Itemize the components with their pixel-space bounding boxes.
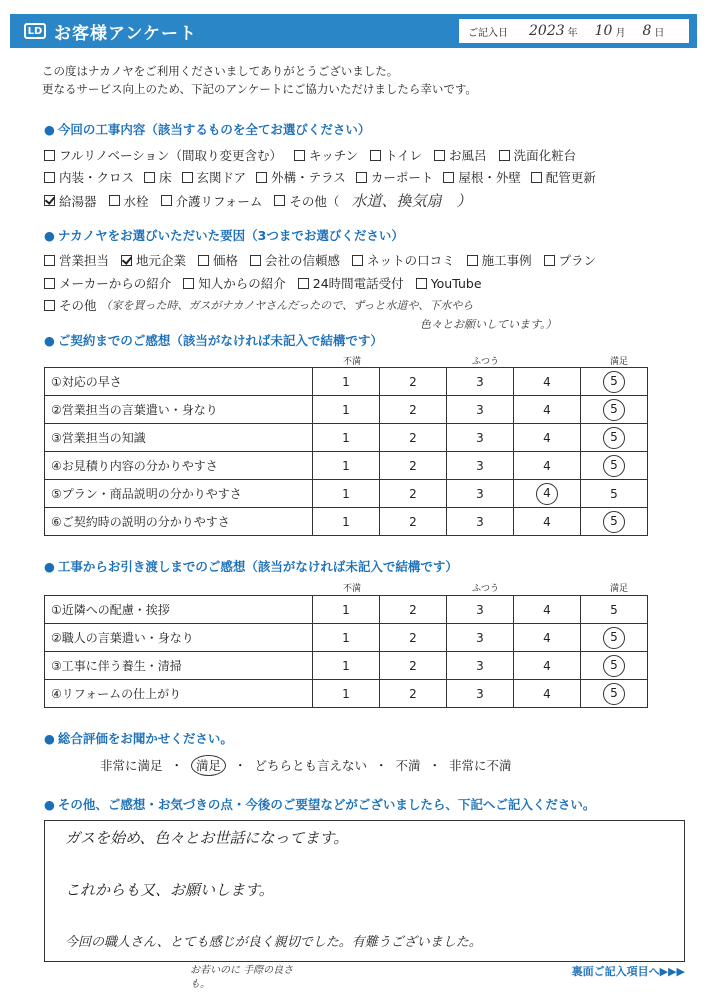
q1-option[interactable] xyxy=(109,190,149,211)
q4-rating-table xyxy=(44,595,648,708)
checkbox[interactable] xyxy=(434,150,445,161)
rating-question: ⑥ご契約時の説明の分かりやすさ xyxy=(45,508,313,536)
rating-number: 4 xyxy=(543,402,551,417)
rating-row xyxy=(45,424,648,452)
checkbox[interactable] xyxy=(183,278,194,289)
option-label: その他 xyxy=(59,298,97,313)
date-day: 8 xyxy=(642,23,652,39)
rating-number: 1 xyxy=(342,514,350,529)
q2-option[interactable] xyxy=(352,251,455,269)
rating-option[interactable] xyxy=(447,652,514,680)
rating-option[interactable] xyxy=(313,396,380,424)
company-logo: LD xyxy=(24,23,46,39)
q1-option[interactable] xyxy=(274,190,339,211)
rating-number: 3 xyxy=(476,402,484,417)
option-label: カーポート xyxy=(370,170,434,185)
rating-option[interactable] xyxy=(447,508,514,536)
option-label: 地元企業 xyxy=(136,253,187,268)
rating-option[interactable] xyxy=(514,652,581,680)
option-label: 施工事例 xyxy=(481,253,532,268)
option-label: 外構・テラス xyxy=(271,170,346,185)
rating-option-selected[interactable] xyxy=(581,652,648,680)
rating-option[interactable] xyxy=(581,480,648,508)
q4-scale-high: 満足 xyxy=(610,584,629,594)
q5-options xyxy=(100,756,512,774)
q1-option[interactable] xyxy=(44,168,134,186)
comment-line-1: ガスを始め、色々とお世話になってます。 xyxy=(65,829,349,847)
rating-number: 5 xyxy=(603,399,625,421)
q1-option[interactable] xyxy=(434,146,487,164)
rating-option[interactable] xyxy=(380,680,447,708)
option-label: トイレ xyxy=(385,148,423,163)
rating-option[interactable] xyxy=(380,624,447,652)
header-bar xyxy=(10,14,697,48)
checkbox[interactable] xyxy=(274,195,285,206)
rating-number: 3 xyxy=(476,602,484,617)
rating-number: 1 xyxy=(342,486,350,501)
rating-option[interactable] xyxy=(447,396,514,424)
rating-number: 4 xyxy=(543,658,551,673)
back-side-link[interactable]: 裏面ご記入項目へ▶▶▶ xyxy=(571,965,685,978)
rating-option[interactable] xyxy=(514,596,581,624)
rating-number: 3 xyxy=(476,658,484,673)
q5-option[interactable]: 不満 xyxy=(395,758,421,773)
comment-line-2: これからも又、お願いします。 xyxy=(65,881,274,899)
rating-option[interactable] xyxy=(313,652,380,680)
option-label: その他（ xyxy=(289,193,340,209)
checkbox[interactable] xyxy=(256,172,267,183)
option-label: 内装・クロス xyxy=(59,170,135,185)
rating-option[interactable] xyxy=(313,624,380,652)
q2-option[interactable] xyxy=(298,274,404,292)
rating-option[interactable] xyxy=(514,508,581,536)
option-label: 屋根・外壁 xyxy=(458,170,521,185)
q3-scale-low: 不満 xyxy=(343,357,362,367)
rating-number: 5 xyxy=(603,427,625,449)
rating-number: 4 xyxy=(543,602,551,617)
rating-number: 1 xyxy=(342,458,350,473)
option-label: 会社の信頼感 xyxy=(265,253,341,268)
rating-question: ④リフォームの仕上がり xyxy=(45,680,313,708)
q1-option[interactable] xyxy=(161,190,263,211)
rating-number: 2 xyxy=(409,602,417,617)
checkbox-checked[interactable] xyxy=(121,255,132,266)
rating-question: ①対応の早さ xyxy=(45,368,313,396)
rating-number: 2 xyxy=(409,686,417,701)
rating-option-selected[interactable] xyxy=(581,452,648,480)
date-month: 10 xyxy=(594,23,613,39)
q1-row-2 xyxy=(44,168,596,186)
checkbox[interactable] xyxy=(44,300,55,311)
q5-option[interactable]: 非常に不満 xyxy=(449,758,512,773)
rating-option[interactable] xyxy=(313,680,380,708)
rating-number: 1 xyxy=(342,686,350,701)
q2-other-handwriting-2: 色々とお願いしています。） xyxy=(420,318,557,331)
checkbox[interactable] xyxy=(298,278,309,289)
option-label: YouTube xyxy=(430,275,482,291)
rating-option[interactable] xyxy=(447,424,514,452)
rating-number: 2 xyxy=(409,430,417,445)
rating-question: ②職人の言葉遣い・身なり xyxy=(45,624,313,652)
rating-number: 1 xyxy=(342,602,350,617)
q3-title: ● ご契約までのご感想（該当がなければ未記入で結構です） xyxy=(44,331,383,349)
checkbox[interactable] xyxy=(44,150,55,161)
q2-option[interactable] xyxy=(44,274,171,292)
rating-question: ⑤プラン・商品説明の分かりやすさ xyxy=(45,480,313,508)
option-label: メーカーからの紹介 xyxy=(59,276,172,291)
q5-separator: ・ xyxy=(234,758,247,773)
rating-number: 1 xyxy=(342,630,350,645)
rating-option[interactable] xyxy=(313,480,380,508)
option-label: フルリノベーション（間取り変更含む） xyxy=(59,148,283,163)
checkbox[interactable] xyxy=(250,255,261,266)
rating-number: 5 xyxy=(603,655,625,677)
rating-option[interactable] xyxy=(447,596,514,624)
rating-option[interactable] xyxy=(313,596,380,624)
date-year-unit: 年 xyxy=(567,27,578,39)
rating-number: 1 xyxy=(342,374,350,389)
q1-option[interactable] xyxy=(356,168,434,186)
rating-number: 2 xyxy=(409,486,417,501)
option-label: 24時間電話受付 xyxy=(312,276,404,291)
option-label: プラン xyxy=(558,253,597,268)
intro-text xyxy=(42,62,477,98)
checkbox[interactable] xyxy=(144,172,155,183)
q5-option[interactable]: 非常に満足 xyxy=(100,758,163,773)
q5-option[interactable]: どちらとも言えない xyxy=(254,758,368,773)
checkbox[interactable] xyxy=(544,255,555,266)
rating-option[interactable] xyxy=(447,452,514,480)
q1-option[interactable] xyxy=(531,168,596,186)
rating-number: 3 xyxy=(476,458,484,473)
rating-number: 4 xyxy=(543,458,551,473)
rating-number: 3 xyxy=(476,514,484,529)
rating-number: 4 xyxy=(543,630,551,645)
q5-separator: ・ xyxy=(428,758,442,773)
rating-option[interactable] xyxy=(380,596,447,624)
rating-number: 5 xyxy=(610,486,618,501)
rating-row xyxy=(45,596,648,624)
rating-row xyxy=(45,452,648,480)
rating-option[interactable] xyxy=(447,480,514,508)
q1-row-3 xyxy=(44,190,471,211)
checkbox[interactable] xyxy=(182,172,193,183)
rating-number: 2 xyxy=(409,374,417,389)
checkbox[interactable] xyxy=(443,172,454,183)
q1-option[interactable] xyxy=(144,168,172,186)
rating-option[interactable] xyxy=(380,452,447,480)
q4-scale-low: 不満 xyxy=(343,584,362,594)
rating-option-selected[interactable] xyxy=(514,480,581,508)
rating-option[interactable] xyxy=(514,368,581,396)
q2-option[interactable] xyxy=(467,251,532,269)
checkbox[interactable] xyxy=(44,278,55,289)
rating-option-selected[interactable] xyxy=(581,424,648,452)
q1-row-1 xyxy=(44,146,588,164)
rating-number: 3 xyxy=(476,630,484,645)
rating-option[interactable] xyxy=(313,508,380,536)
rating-option[interactable] xyxy=(380,368,447,396)
option-label: キッチン xyxy=(309,148,359,163)
rating-option[interactable] xyxy=(380,396,447,424)
rating-option[interactable] xyxy=(514,396,581,424)
checkbox[interactable] xyxy=(370,150,381,161)
q1-option[interactable] xyxy=(443,168,521,186)
rating-number: 2 xyxy=(409,458,417,473)
rating-number: 4 xyxy=(543,374,551,389)
option-label: 配管更新 xyxy=(545,170,596,185)
checkbox[interactable] xyxy=(467,255,478,266)
rating-option[interactable] xyxy=(447,368,514,396)
rating-number: 5 xyxy=(603,683,625,705)
rating-option-selected[interactable] xyxy=(581,680,648,708)
option-label: 価格 xyxy=(213,253,239,268)
rating-number: 2 xyxy=(409,630,417,645)
checkbox[interactable] xyxy=(161,195,172,206)
option-label: 床 xyxy=(159,170,172,185)
rating-number: 3 xyxy=(476,686,484,701)
rating-number: 3 xyxy=(476,430,484,445)
rating-row xyxy=(45,652,648,680)
q1-other-handwriting: 水道、換気扇 ） xyxy=(351,192,472,210)
checkbox[interactable] xyxy=(44,255,55,266)
option-label: 介護リフォーム xyxy=(175,193,263,209)
rating-option[interactable] xyxy=(514,452,581,480)
q1-option[interactable] xyxy=(499,146,577,164)
option-label: ネットの口コミ xyxy=(367,253,455,268)
q1-option[interactable] xyxy=(44,146,282,164)
checkbox[interactable] xyxy=(44,172,55,183)
rating-option[interactable] xyxy=(380,424,447,452)
q2-option[interactable] xyxy=(250,251,340,269)
rating-number: 4 xyxy=(543,514,551,529)
q5-separator: ・ xyxy=(170,758,184,773)
rating-number: 5 xyxy=(603,371,625,393)
rating-option[interactable] xyxy=(514,424,581,452)
comment-box[interactable] xyxy=(44,820,685,962)
q2-option[interactable] xyxy=(544,251,597,269)
rating-option[interactable] xyxy=(380,508,447,536)
q3-scale-high: 満足 xyxy=(610,357,629,367)
rating-option-selected[interactable] xyxy=(581,624,648,652)
q5-option-selected[interactable]: 満足 xyxy=(191,755,226,776)
checkbox[interactable] xyxy=(109,195,120,206)
checkbox-checked[interactable] xyxy=(44,195,55,206)
checkbox[interactable] xyxy=(531,172,542,183)
checkbox[interactable] xyxy=(416,278,427,289)
q4-scale-mid: ふつう xyxy=(472,584,500,594)
rating-number: 3 xyxy=(476,374,484,389)
rating-question: ①近隣への配慮・挨拶 xyxy=(45,596,313,624)
q2-option[interactable] xyxy=(121,251,186,269)
q6-title: ● その他、ご感想・お気づきの点・今後のご要望などがございましたら、下記へご記入ください。 xyxy=(44,795,595,813)
q2-option[interactable] xyxy=(44,251,109,269)
rating-number: 5 xyxy=(603,455,625,477)
rating-option[interactable] xyxy=(581,596,648,624)
rating-number: 1 xyxy=(342,430,350,445)
option-label: お風呂 xyxy=(449,148,487,163)
rating-row xyxy=(45,480,648,508)
checkbox[interactable] xyxy=(352,255,363,266)
rating-number: 2 xyxy=(409,658,417,673)
option-label: 洗面化粧台 xyxy=(513,148,577,163)
checkbox[interactable] xyxy=(294,150,305,161)
rating-question: ③営業担当の知識 xyxy=(45,424,313,452)
rating-row xyxy=(45,368,648,396)
rating-number: 2 xyxy=(409,514,417,529)
rating-number: 5 xyxy=(610,602,618,617)
comment-line-3: 今回の職人さん、とても感じが良く親切でした。有難うございました。 xyxy=(65,935,482,950)
rating-question: ④お見積り内容の分かりやすさ xyxy=(45,452,313,480)
checkbox[interactable] xyxy=(356,172,367,183)
rating-row xyxy=(45,396,648,424)
rating-number: 5 xyxy=(603,511,625,533)
option-label: 知人からの紹介 xyxy=(198,276,286,291)
rating-number: 1 xyxy=(342,658,350,673)
rating-option[interactable] xyxy=(514,680,581,708)
q1-option[interactable] xyxy=(256,168,346,186)
q2-option[interactable] xyxy=(44,296,97,314)
date-year: 2023 xyxy=(529,23,565,39)
rating-option[interactable] xyxy=(514,624,581,652)
q5-title: ● 総合評価をお聞かせください。 xyxy=(44,729,233,747)
q2-title: ● ナカノヤをお選びいただいた要因（3つまでお選びください） xyxy=(44,226,404,244)
date-day-unit: 日 xyxy=(654,27,665,39)
q2-row-2 xyxy=(44,274,494,292)
date-month-unit: 月 xyxy=(615,27,626,39)
q4-title: ● 工事からお引き渡しまでのご感想（該当がなければ未記入で結構です） xyxy=(44,557,458,575)
intro-line-1: この度はナカノヤをご利用くださいましてありがとうございました。 xyxy=(42,64,399,78)
option-label: 水栓 xyxy=(123,193,149,209)
comment-note: お若いのに 手際の良さも。 xyxy=(190,965,294,990)
rating-option-selected[interactable] xyxy=(581,396,648,424)
checkbox[interactable] xyxy=(499,150,510,161)
date-label: ご記入日 xyxy=(468,27,508,39)
rating-number: 2 xyxy=(409,402,417,417)
intro-line-2: 更なるサービス向上のため、下記のアンケートにご協力いただけましたら幸いです。 xyxy=(42,82,477,96)
q1-option[interactable] xyxy=(370,146,422,164)
rating-option[interactable] xyxy=(380,652,447,680)
rating-option-selected[interactable] xyxy=(581,508,648,536)
rating-option-selected[interactable] xyxy=(581,368,648,396)
rating-row xyxy=(45,680,648,708)
q3-scale-mid: ふつう xyxy=(472,357,500,367)
rating-option[interactable] xyxy=(447,680,514,708)
date-field[interactable] xyxy=(459,19,689,43)
rating-number: 5 xyxy=(603,627,625,649)
rating-option[interactable] xyxy=(313,368,380,396)
rating-option[interactable] xyxy=(380,480,447,508)
rating-number: 4 xyxy=(543,686,551,701)
rating-number: 4 xyxy=(543,430,551,445)
q1-option[interactable] xyxy=(182,168,247,186)
q3-rating-table xyxy=(44,367,648,536)
q1-title: ● 今回の工事内容（該当するものを全てお選びください） xyxy=(44,120,370,138)
rating-option[interactable] xyxy=(447,624,514,652)
rating-question: ②営業担当の言葉遣い・身なり xyxy=(45,396,313,424)
rating-row xyxy=(45,624,648,652)
rating-number: 1 xyxy=(342,402,350,417)
q2-row-3 xyxy=(44,296,473,314)
rating-number: 3 xyxy=(476,486,484,501)
checkbox[interactable] xyxy=(198,255,209,266)
rating-question: ③工事に伴う養生・清掃 xyxy=(45,652,313,680)
q2-option[interactable] xyxy=(183,274,286,292)
option-label: 玄関ドア xyxy=(196,170,247,185)
rating-option[interactable] xyxy=(313,452,380,480)
q2-option[interactable] xyxy=(198,251,238,269)
rating-row xyxy=(45,508,648,536)
q2-option[interactable] xyxy=(416,274,482,292)
q1-option[interactable] xyxy=(294,146,358,164)
option-label: 営業担当 xyxy=(59,253,110,268)
q5-separator: ・ xyxy=(375,758,388,773)
rating-option[interactable] xyxy=(313,424,380,452)
q2-row-1 xyxy=(44,251,596,269)
option-label: 給湯器 xyxy=(59,193,97,209)
q2-other-handwriting: （家を買った時、ガスがナカノヤさんだったので、ずっと水道や、下水やら xyxy=(100,299,474,312)
page-title: お客様アンケート xyxy=(54,23,197,44)
q1-option[interactable] xyxy=(44,190,97,211)
rating-number: 4 xyxy=(536,483,558,505)
